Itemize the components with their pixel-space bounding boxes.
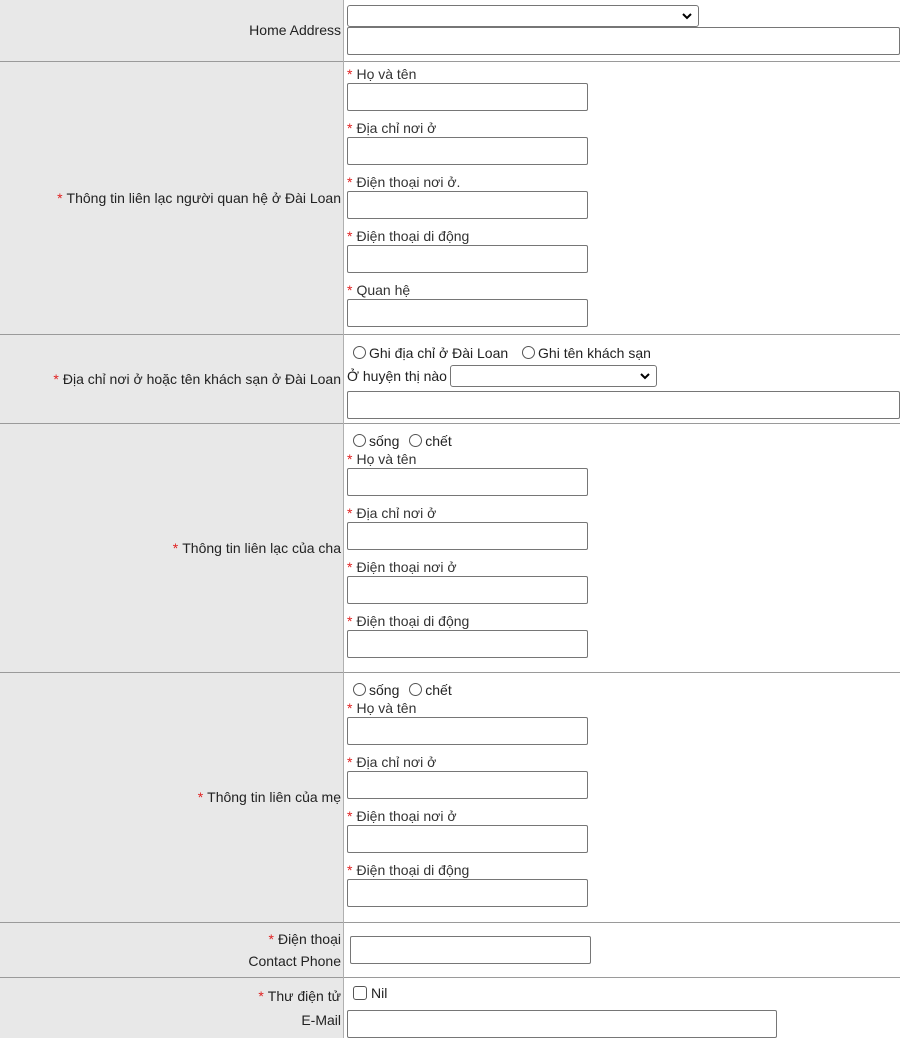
district-label: Ở huyện thị nào [347,367,447,384]
row-mother [0,672,900,922]
father-home-phone-label: * Điện thoại nơi ở [347,558,457,575]
father-alive-radio[interactable]: sống [353,432,399,450]
mother-name-input[interactable] [347,717,588,745]
radio-icon [522,346,535,359]
label-contact-phone: * Điện thoại Contact Phone [0,922,344,977]
home-address-input[interactable] [347,27,900,55]
chevron-down-icon [640,371,650,381]
mother-alive-radio[interactable]: sống [353,681,399,699]
row-father [0,423,900,672]
district-select[interactable] [450,365,657,387]
label-taiwan-contact [0,61,344,334]
father-home-phone-input[interactable] [347,576,588,604]
father-address-label: * Địa chỉ nơi ở [347,504,437,521]
label-taiwan-address: * Địa chỉ nơi ở hoặc tên khách sạn ở Đài Loan [0,334,344,423]
father-label: Thông tin liên lạc của cha [182,539,341,556]
row-taiwan-contact [0,61,900,334]
email-input[interactable] [347,1010,777,1038]
mother-address-input[interactable] [347,771,588,799]
father-mobile-label: * Điện thoại di động [347,612,470,629]
mother-address-label: * Địa chỉ nơi ở [347,753,437,770]
mother-home-phone-label: * Điện thoại nơi ở [347,807,457,824]
taiwan-contact-label: Thông tin liên lạc người quan hệ ở Đài Loan [66,189,341,206]
required-mark: * [57,189,63,206]
taiwan-address-input[interactable] [347,391,900,419]
taiwan-contact-home-phone-label: * Điện thoại nơi ở. [347,173,461,190]
taiwan-address-label: Địa chỉ nơi ở hoặc tên khách sạn ở Đài Loan [62,370,341,387]
father-address-input[interactable] [347,522,588,550]
mother-home-phone-input[interactable] [347,825,588,853]
row-taiwan-address [0,334,900,423]
taiwan-contact-relation-input[interactable] [347,299,588,327]
taiwan-contact-name-label: * Họ và tên [347,65,417,82]
radio-icon [409,434,422,447]
mother-label: Thông tin liên của mẹ [207,789,341,805]
radio-icon [353,683,366,696]
father-deceased-radio[interactable]: chết [409,432,451,450]
taiwan-contact-home-phone-input[interactable] [347,191,588,219]
row-home-address [0,0,900,61]
taiwan-contact-name-input[interactable] [347,83,588,111]
father-name-input[interactable] [347,468,588,496]
father-name-label: * Họ và tên [347,450,417,467]
label-home-address [0,0,344,61]
mother-mobile-label: * Điện thoại di động [347,861,470,878]
mother-name-label: * Họ và tên [347,699,417,716]
taiwan-contact-mobile-input[interactable] [347,245,588,273]
radio-option-hotel[interactable]: Ghi tên khách sạn [522,344,651,362]
phone-label-vi: Điện thoại [277,930,341,947]
row-contact-phone [0,922,900,977]
radio-icon [409,683,422,696]
checkbox-icon [353,986,367,1000]
radio-option-address[interactable]: Ghi địa chỉ ở Đài Loan [353,344,508,362]
label-mother: * Thông tin liên của mẹ [0,672,344,922]
email-label-en: E-Mail [301,1011,341,1028]
radio-icon [353,434,366,447]
label-father: * Thông tin liên lạc của cha [0,423,344,672]
label-email: * Thư điện tử E-Mail [0,977,344,1038]
home-address-label: Home Address [249,22,341,39]
home-address-select[interactable] [347,5,699,27]
taiwan-contact-address-input[interactable] [347,137,588,165]
taiwan-contact-relation-label: * Quan hệ [347,281,411,298]
email-label-vi: Thư điện tử [267,987,341,1004]
phone-label-en: Contact Phone [248,952,341,969]
taiwan-contact-mobile-label: * Điện thoại di động [347,227,470,244]
mother-deceased-radio[interactable]: chết [409,681,451,699]
email-nil-checkbox[interactable]: Nil [347,984,900,1002]
father-mobile-input[interactable] [347,630,588,658]
row-email [0,977,900,1038]
chevron-down-icon [682,11,692,21]
taiwan-contact-address-label: * Địa chỉ nơi ở [347,119,437,136]
mother-mobile-input[interactable] [347,879,588,907]
contact-phone-input[interactable] [350,936,591,964]
radio-icon [353,346,366,359]
